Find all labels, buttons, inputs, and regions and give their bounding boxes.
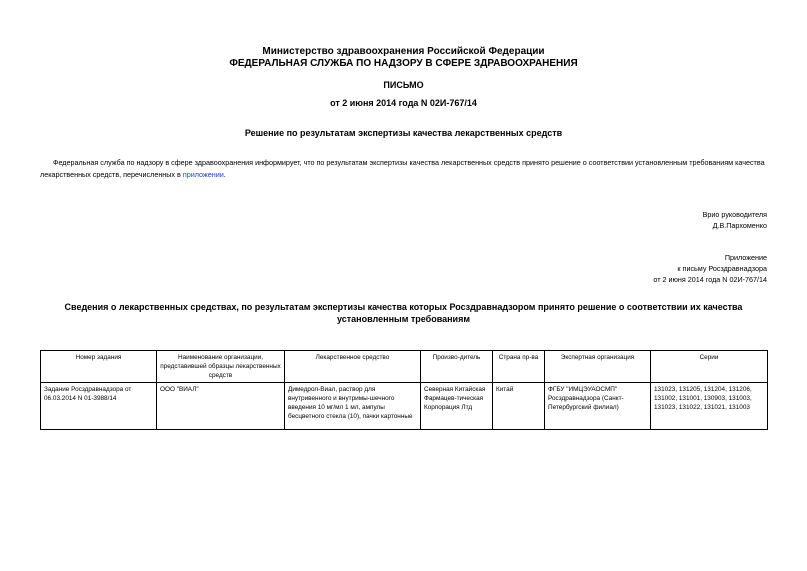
signature-position: Врио руководителя [702,210,767,219]
cell-drug: Димедрол-Виал, раствор для внутривенного и внутримы-шечного введения 10 мг/мл 1 мл, ампулы бесцветного стекла (10), пачки картонные [285,383,421,430]
signature-block [703,209,767,231]
cell-series: 131023, 131205, 131204, 131206, 131002, 131001, 130903, 131003, 131023, 131022, 131021, 131003 [651,383,768,430]
column-header-task: Номер задания [41,351,157,383]
column-header-series: Серии [651,351,768,383]
table-header-row [41,351,768,383]
info-title: Сведения о лекарственных средствах, по результатам экспертизы качества которых Росздравнадзором принято решение о соответствии их качества установленным требованиям [64,302,743,324]
appendix-link[interactable]: приложении [182,170,224,179]
body-text-end: . [223,170,226,179]
service-name: ФЕДЕРАЛЬНАЯ СЛУЖБА ПО НАДЗОРУ В СФЕРЕ ЗДРАВООХРАНЕНИЯ [229,58,578,69]
document-type: ПИСЬМО [383,80,424,90]
cell-task: Задание Росздравнадзора от 06.03.2014 N 01-3988/14 [41,383,157,430]
ministry-name: Министерство здравоохранения Российской Федерации [262,46,545,57]
column-header-country: Страна пр-ва [493,351,545,383]
column-header-organization: Наименование организации, представившей образцы лекарственных средств [157,351,285,383]
signature-name: Д.В.Пархоменко [712,221,767,230]
appendix-to-letter: к письму Росздравнадзора [677,264,767,273]
column-header-expert: Экспертная организация [545,351,651,383]
cell-organization: ООО "ВИАЛ" [157,383,285,430]
cell-manufacturer: Северная Китайская Фармацев-тическая Корпорация Лтд [421,383,493,430]
cell-country: Китай [493,383,545,430]
document-subject: Решение по результатам экспертизы качества лекарственных средств [244,128,563,138]
document-date-number: от 2 июня 2014 года N 02И-767/14 [330,98,477,108]
table-row [41,383,768,430]
appendix-title: Приложение [724,253,767,262]
column-header-manufacturer: Произво-дитель [421,351,493,383]
appendix-date-number: от 2 июня 2014 года N 02И-767/14 [653,275,767,284]
cell-expert: ФГБУ "ИМЦЭУАОСМП" Росздравнадзора (Санкт-Петербургский филиал) [545,383,651,430]
body-text-start: Федеральная служба по надзору в сфере здравоохранения информирует, что по результатам экспертизы качества лекарственных средств принято решение о соответствии установленным требованиям качества лекарственных средств, перечисленных в [40,158,765,179]
letter-body [40,157,767,181]
column-header-drug: Лекарственное средство [285,351,421,383]
drugs-table [40,350,768,430]
appendix-header [653,252,767,285]
